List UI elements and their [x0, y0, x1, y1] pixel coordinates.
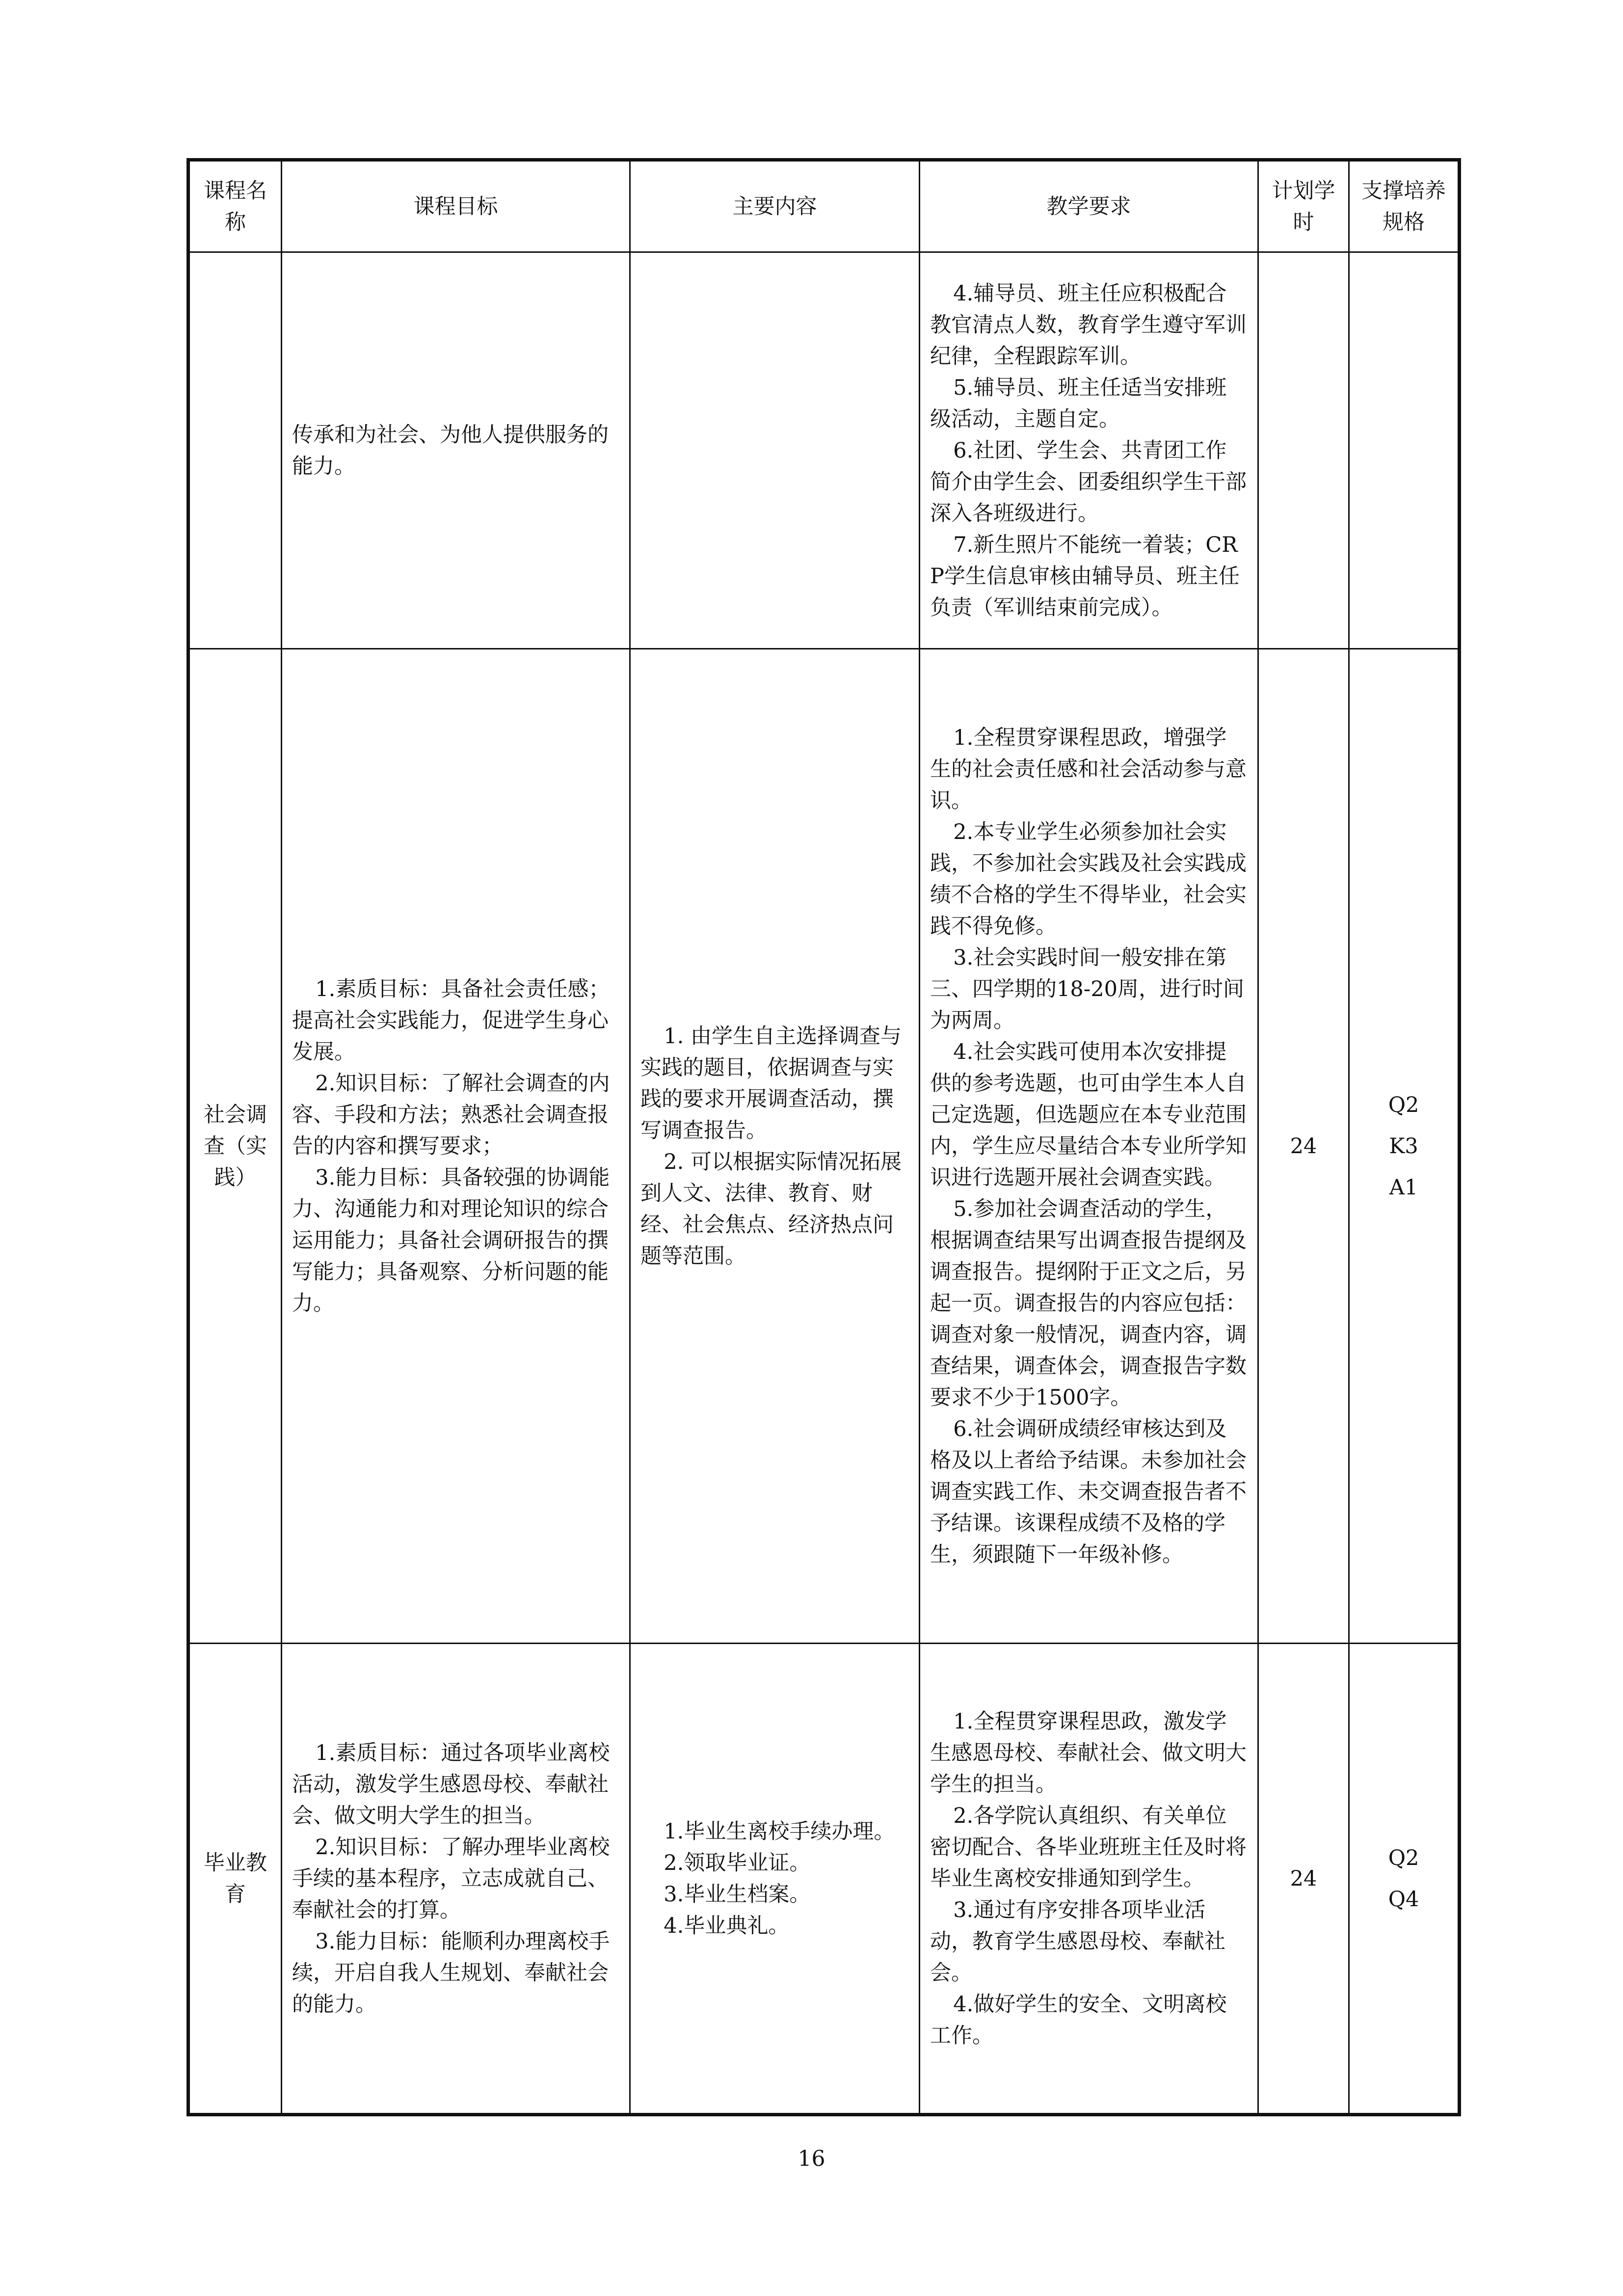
table-row	[188, 252, 1460, 649]
planned-hours-cell: 24	[1258, 1644, 1349, 2115]
requirement-paragraph: 4.社会实践可使用本次安排提供的参考选题，也可由学生本人自己定选题，但选题应在本专业范围内，学生应尽量结合本专业所学知识进行选题开展社会调查实践。	[930, 1039, 1247, 1190]
table-row	[188, 649, 1460, 1644]
goal-paragraph: 传承和为社会、为他人提供服务的能力。	[292, 422, 609, 479]
header-supported-spec: 支撑培养规格	[1349, 160, 1460, 252]
content-paragraph: 2. 可以根据实际情况拓展到人文、法律、教育、财经、社会焦点、经济热点问题等范围。	[640, 1149, 902, 1269]
goal-paragraph: 3.能力目标：具备较强的协调能力、沟通能力和对理论知识的综合运用能力；具备社会调研报告的撰写能力；具备观察、分析问题的能力。	[292, 1165, 610, 1316]
goal-paragraph: 3.能力目标：能顺利办理离校手续，开启自我人生规划、奉献社会的能力。	[292, 1929, 610, 2017]
content-paragraph: 2.领取毕业证。	[664, 1850, 811, 1875]
course-goal-cell	[282, 252, 630, 649]
supported-spec-cell	[1349, 649, 1460, 1644]
planned-hours-cell: 24	[1258, 649, 1349, 1644]
course-name-cell: 毕业教育	[188, 1644, 282, 2115]
course-goal-cell	[282, 1644, 630, 2115]
page-number: 16	[798, 2146, 825, 2171]
requirement-paragraph: 3.社会实践时间一般安排在第三、四学期的18-20周，进行时间为两周。	[930, 945, 1244, 1033]
content-paragraph: 1. 由学生自主选择调查与实践的题目，依据调查与实践的要求开展调查活动，撰写调查报告。	[640, 1024, 902, 1143]
header-course-goal: 课程目标	[282, 160, 630, 252]
supported-spec-cell	[1349, 1644, 1460, 2115]
planned-hours-cell	[1258, 252, 1349, 649]
main-content-cell	[630, 252, 920, 649]
course-table	[186, 158, 1461, 2116]
requirement-paragraph: 2.各学院认真组织、有关单位密切配合、各毕业班班主任及时将毕业生离校安排通知到学生。	[930, 1803, 1247, 1891]
header-main-content: 主要内容	[630, 160, 920, 252]
spec-code: A1	[1389, 1175, 1418, 1200]
goal-paragraph: 2.知识目标：了解社会调查的内容、手段和方法；熟悉社会调查报告的内容和撰写要求；	[292, 1071, 610, 1159]
content-paragraph: 3.毕业生档案。	[664, 1882, 811, 1907]
content-paragraph: 1.毕业生离校手续办理。	[664, 1819, 895, 1844]
requirement-paragraph: 4.做好学生的安全、文明离校工作。	[930, 1992, 1227, 2048]
requirement-paragraph: 5.参加社会调查活动的学生，根据调查结果写出调查报告提纲及调查报告。提纲附于正文之后，另起一页。调查报告的内容应包括：调查对象一般情况，调查内容，调查结果，调查体会，调查报告字数要求不少于1500字。	[930, 1196, 1247, 1410]
requirement-paragraph: 5.辅导员、班主任适当安排班级活动，主题自定。	[930, 375, 1227, 432]
spec-code: K3	[1389, 1134, 1418, 1159]
requirement-paragraph: 2.本专业学生必须参加社会实践，不参加社会实践及社会实践成绩不合格的学生不得毕业，社会实践不得免修。	[930, 819, 1247, 939]
course-name-cell	[188, 252, 282, 649]
header-planned-hours: 计划学时	[1258, 160, 1349, 252]
course-goal-cell	[282, 649, 630, 1644]
spec-code: Q4	[1388, 1887, 1419, 1912]
teaching-requirement-cell	[920, 649, 1258, 1644]
goal-paragraph: 1.素质目标：通过各项毕业离校活动，激发学生感恩母校、奉献社会、做文明大学生的担当。	[292, 1740, 610, 1828]
header-teaching-requirement: 教学要求	[920, 160, 1258, 252]
spec-code: Q2	[1388, 1092, 1419, 1117]
supported-spec-cell	[1349, 252, 1460, 649]
table-row	[188, 1644, 1460, 2115]
goal-paragraph: 1.素质目标：具备社会责任感；提高社会实践能力，促进学生身心发展。	[292, 976, 610, 1064]
course-name-cell: 社会调查（实践）	[188, 649, 282, 1644]
header-row	[188, 160, 1460, 252]
requirement-paragraph: 1.全程贯穿课程思政，增强学生的社会责任感和社会活动参与意识。	[930, 725, 1247, 813]
spec-code: Q2	[1388, 1845, 1419, 1870]
content-paragraph: 4.毕业典礼。	[664, 1913, 790, 1938]
requirement-paragraph: 6.社团、学生会、共青团工作简介由学生会、团委组织学生干部深入各班级进行。	[930, 438, 1247, 526]
main-content-cell	[630, 649, 920, 1644]
teaching-requirement-cell	[920, 252, 1258, 649]
requirement-paragraph: 4.辅导员、班主任应积极配合教官清点人数，教育学生遵守军训纪律，全程跟踪军训。	[930, 281, 1247, 369]
main-content-cell	[630, 1644, 920, 2115]
requirement-paragraph: 3.通过有序安排各项毕业活动，教育学生感恩母校、奉献社会。	[930, 1897, 1225, 1985]
header-course-name: 课程名称	[188, 160, 282, 252]
requirement-paragraph: 7.新生照片不能统一着装；CRP学生信息审核由辅导员、班主任负责（军训结束前完成）。	[930, 532, 1240, 620]
requirement-paragraph: 1.全程贯穿课程思政，激发学生感恩母校、奉献社会、做文明大学生的担当。	[930, 1709, 1247, 1797]
teaching-requirement-cell	[920, 1644, 1258, 2115]
goal-paragraph: 2.知识目标：了解办理毕业离校手续的基本程序，立志成就自己、奉献社会的打算。	[292, 1835, 610, 1922]
requirement-paragraph: 6.社会调研成绩经审核达到及格及以上者给予结课。未参加社会调查实践工作、未交调查报告者不予结课。该课程成绩不及格的学生，须跟随下一年级补修。	[930, 1416, 1247, 1567]
